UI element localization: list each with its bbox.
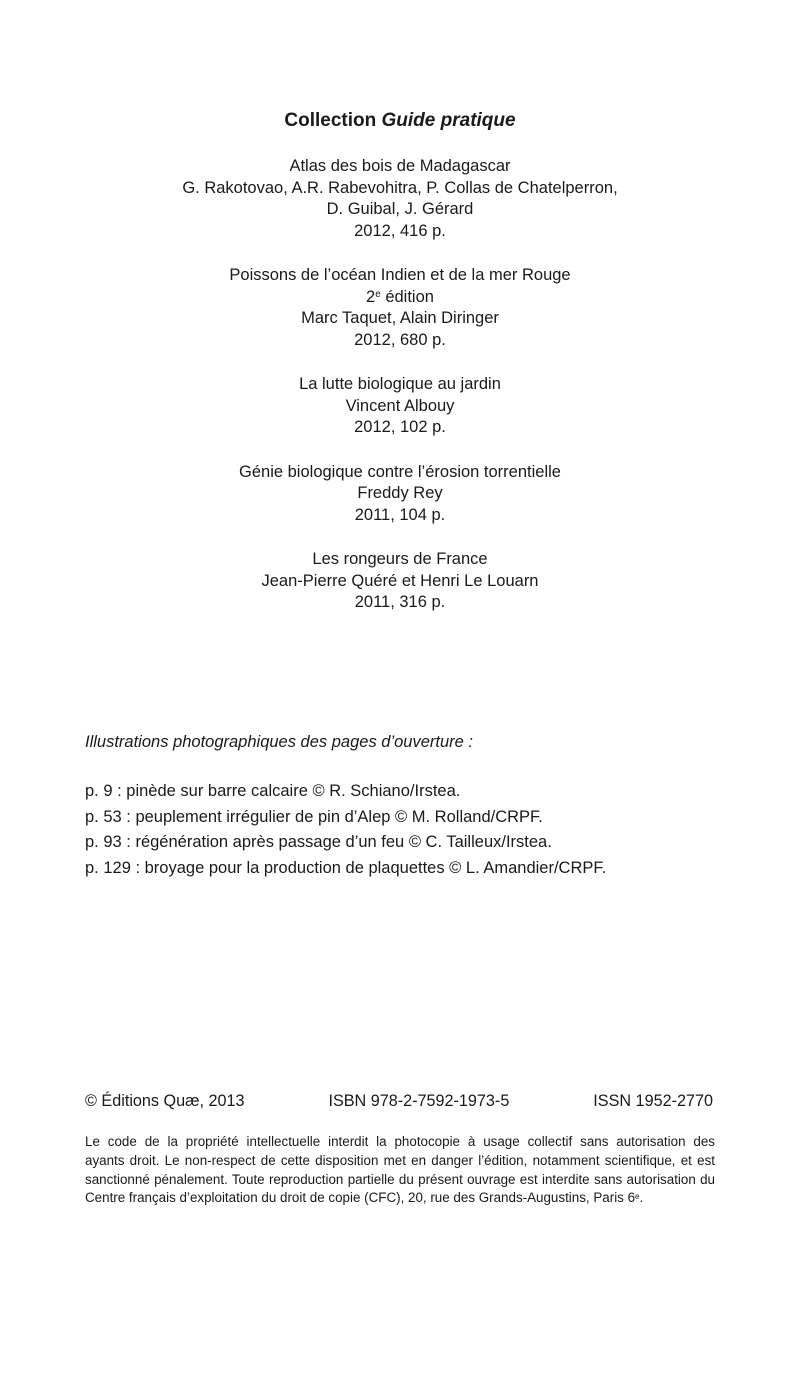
collection-heading (0, 110, 800, 132)
book-authors: G. Rakotovao, A.R. Rabevohitra, P. Collas de Chatelperron, (182, 178, 618, 197)
legal-line: Le code de la propriété intellectuelle interdit la photocopie à usage collectif sans autorisation des (85, 1134, 715, 1149)
edition-number: 2 (366, 287, 376, 306)
book-title: Atlas des bois de Madagascar (289, 157, 511, 175)
book-year-pages: 2012, 680 p. (354, 330, 446, 349)
book-edition (0, 287, 800, 309)
book-title: Génie biologique contre l’érosion torrentielle (239, 462, 561, 481)
photo-credit-line: p. 129 : broyage pour la production de plaquettes © L. Amandier/CRPF. (85, 858, 607, 877)
book-year-pages: 2011, 104 p. (354, 505, 446, 524)
edition-word: édition (380, 287, 434, 306)
edition-superscript: e (375, 289, 381, 301)
book-authors: Freddy Rey (357, 484, 443, 502)
collection-label: Collection (284, 110, 382, 131)
book-entry (0, 549, 800, 614)
book-title: Les rongeurs de France (312, 550, 488, 568)
book-title: Poissons de l’océan Indien et de la mer Rouge (229, 266, 571, 284)
photo-credits-list (85, 779, 715, 881)
isbn-number: ISBN 978-2-7592-1973-5 (328, 1092, 510, 1110)
photo-credit-line: p. 53 : peuplement irrégulier de pin d’Alep © M. Rolland/CRPF. (85, 807, 543, 826)
book-authors: D. Guibal, J. Gérard (326, 200, 474, 218)
legal-line-text: Centre français d’exploitation du droit de copie (CFC), 20, rue des Grands-Augustins, Paris 6 (85, 1190, 636, 1206)
book-entry (0, 156, 800, 242)
arrondissement-superscript: e (635, 1191, 640, 1201)
legal-notice (85, 1133, 715, 1208)
book-authors: Jean-Pierre Quéré et Henri Le Louarn (261, 571, 539, 590)
photo-credit-line: p. 9 : pinède sur barre calcaire © R. Schiano/Irstea. (85, 782, 461, 800)
book-authors: Marc Taquet, Alain Diringer (301, 309, 499, 327)
book-year-pages: 2012, 102 p. (354, 418, 446, 436)
book-year-pages: 2012, 416 p. (354, 221, 446, 240)
illustrations-heading: Illustrations photographiques des pages d’ouverture : (85, 733, 473, 751)
book-title: La lutte biologique au jardin (299, 375, 501, 393)
book-entry (0, 265, 800, 351)
issn-number: ISSN 1952-2770 (593, 1092, 713, 1110)
collection-series-name: Guide pratique (381, 110, 516, 131)
book-entry (0, 462, 800, 527)
legal-line: ayants droit. Le non-respect de cette disposition met en danger l’édition, notamment scientifique, et est (85, 1152, 715, 1168)
photo-credit-line: p. 93 : régénération après passage d’un feu © C. Tailleux/Irstea. (85, 833, 552, 851)
book-entry (0, 374, 800, 439)
book-year-pages: 2011, 316 p. (354, 593, 446, 611)
publisher-copyright: © Éditions Quæ, 2013 (85, 1092, 245, 1110)
book-authors: Vincent Albouy (345, 396, 455, 415)
book-list (0, 156, 800, 637)
legal-line: sanctionné pénalement. Toute reproduction partielle du présent ouvrage est interdite sans autorisation du (85, 1171, 715, 1187)
legal-line (85, 1189, 715, 1208)
publisher-row (85, 1092, 713, 1111)
legal-line-period: . (639, 1190, 644, 1206)
